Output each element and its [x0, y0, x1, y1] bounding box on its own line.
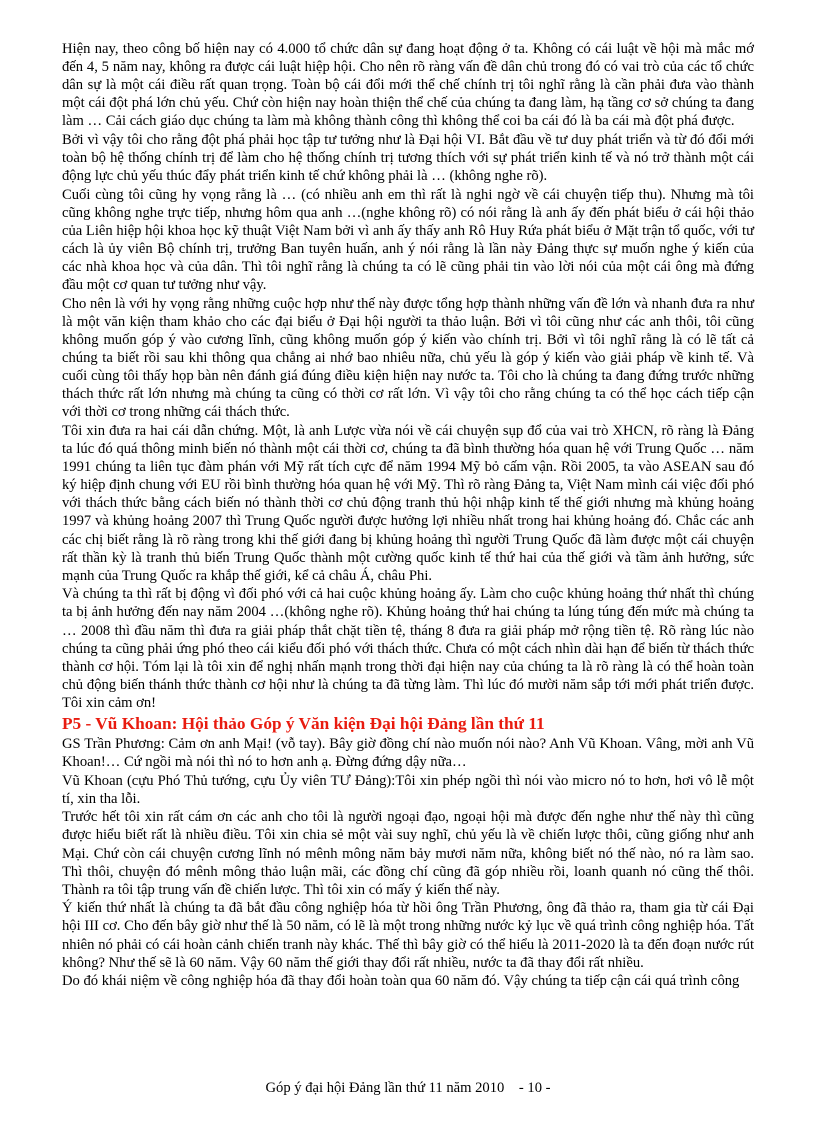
paragraph: Tôi xin đưa ra hai cái dẫn chứng. Một, là anh Lược vừa nói về cái chuyện sụp đổ của vai trò XHCN, rõ ràng là Đảng ta lúc đó quá thông minh biến nó thành một cái thời cơ, chúng ta đã bình thường hóa quan hệ với Trung Quốc … năm 1991 chúng ta liên tục đàm phán với Mỹ rất tích cực để năm 1994 Mỹ bỏ cấm vận. Rồi 2005, ta vào ASEAN sau đó ký hiệp định chung với EU rồi bình thường hóa quan hệ với Mỹ. Thì rõ ràng Đảng ta, Việt Nam mình cái việc đối phó với thách thức bằng cách biến nó thành thời cơ chủ động tranh thủ hội nhập kinh tế thế giới nhưng mà khủng hoảng 1997 và khủng hoảng 2007 thì Trung Quốc người được hưởng lợi nhiều nhất trong hai khủng hoảng đó. Chắc các anh các chị biết rằng là rõ ràng trong khi thế giới đang bị khủng hoảng thì người Trung Quốc đã làm được một cái chuyện rất thần kỳ là tranh thủ biến Trung Quốc thành một cường quốc kinh tế thứ hai của thế giới và tầm ảnh hưởng, sức mạnh của Trung Quốc ra khắp thế giới, kể cả châu Á, châu Phi. — [62, 422, 754, 584]
paragraph: Vũ Khoan (cựu Phó Thủ tướng, cựu Ủy viên TƯ Đảng):Tôi xin phép ngồi thì nói vào micro nó to hơn, hơi vô lễ một tí, xin tha lỗi. — [62, 772, 754, 807]
paragraph: Ý kiến thứ nhất là chúng ta đã bắt đầu công nghiệp hóa từ hồi ông Trần Phương, ông đã thảo ra, tham gia từ cái Đại hội III cơ. Cho đến bây giờ như thế là 50 năm, có lẽ là một trong những nước kỷ lục về quá trình công nghiệp hóa. Tất nhiên nó phải có cái hoàn cảnh chiến tranh này khác. Thế thì bây giờ có thể hiểu là 2011-2020 là ta đến đoạn nước rút không? Như thế sẽ là 60 năm. Vậy 60 năm thế giới thay đổi rất nhiều, nước ta đã thay đổi rất nhiều. — [62, 900, 754, 971]
paragraph: Cho nên là với hy vọng rằng những cuộc hợp như thế này được tổng hợp thành những vấn đề lớn và nhanh đưa ra như là một văn kiện tham khảo cho các đại biểu ở Đại hội người ta thảo luận. Bởi vì tôi cũng như các anh thôi, tôi cũng không muốn góp ý vào cương lĩnh, cũng không muốn góp ý kiến vào chính trị. Bởi vì tôi nghĩ rằng là có lẽ tất cả chúng ta biết rồi sau khi thông qua chẳng ai nhớ bao nhiêu nữa, chủ yếu là góp ý kiến vào giải pháp về kinh tế. Và cuối cùng tôi thấy họp bàn nên đánh giá đúng điều kiện hiện nay nước ta. Tôi cho là chúng ta đang đứng trước những thách thức rất lớn nhưng mà chúng ta cũng có thời cơ rất lớn. Vì vậy tôi cho rằng chúng ta có thể học cách tiếp cận với thời cơ trong những cái thách thức. — [62, 295, 754, 421]
paragraph: Hiện nay, theo công bố hiện nay có 4.000 tổ chức dân sự đang hoạt động ở ta. Không có cái luật về hội mà mắc mớ đến 4, 5 năm nay, không ra được cái luật hiệp hội. Cho nên rõ ràng vấn đề dân chủ trong đó có vai trò của các tổ chức dân sự là một cái điều rất quan trọng. Toàn bộ cái đổi mới thể chế chính trị tôi nghĩ rằng là cần phải đưa vào thành một cái đột phá lớn chủ yếu. Chứ còn hiện nay hoàn thiện thể chế của chúng ta đang làm, hạ tầng cơ sở chúng ta đang làm … Cải cách giáo dục chúng ta làm mà không thành công thì không thể coi ba cái đó là ba cái mà đột phá được. — [62, 41, 754, 130]
paragraph: Bởi vì vậy tôi cho rằng đột phá phải học tập tư tưởng như là Đại hội VI. Bắt đầu về tư duy phát triển và từ đó đổi mới toàn bộ hệ thống chính trị để làm cho hệ thống chính trị tương thích với sự phát triển kinh tế và nó trở thành một cái động lực chủ yếu thúc đẩy phát triển kinh tế chứ không phải là … (không nghe rõ). — [62, 131, 754, 185]
document-body — [62, 40, 754, 990]
paragraph: Cuối cùng tôi cũng hy vọng rằng là … (có nhiều anh em thì rất là nghi ngờ về cái chuyện tiếp thu). Nhưng mà tôi cũng không nghe trực tiếp, nhưng hôm qua anh …(nghe không rõ) có nói rằng là anh ấy đến phát biểu ở cái hội thảo của Liên hiệp hội khoa học kỹ thuật Việt Nam bởi vì anh ấy thấy anh Rô Huy Rứa phát biểu ở Mặt trận tổ quốc, với tư cách là ủy viên Bộ chính trị, trưởng Ban tuyên huấn, anh ý nói rằng là lần này Đảng thực sự muốn nghe ý kiến của các nhà khoa học và của dân. Thì tôi nghĩ rằng là chúng ta có lẽ cũng phải tin vào lời nói của một cái ông mà đứng đầu một cơ quan tư tưởng như vậy. — [62, 186, 754, 294]
page-footer: Góp ý đại hội Đảng lần thứ 11 năm 2010 - 10 - — [265, 1080, 551, 1096]
section-heading: P5 - Vũ Khoan: Hội thảo Góp ý Văn kiện Đại hội Đảng lần thứ 11 — [62, 713, 545, 733]
paragraph: Do đó khái niệm về công nghiệp hóa đã thay đổi hoàn toàn qua 60 năm đó. Vậy chúng ta tiếp cận cái quá trình công — [62, 973, 740, 990]
paragraph: Và chúng ta thì rất bị động vì đối phó với cả hai cuộc khủng hoảng ấy. Làm cho cuộc khủng hoảng thứ nhất thì chúng ta bị ảnh hưởng đến nay năm 2004 …(không nghe rõ). Khủng hoảng thứ hai chúng ta lúng túng đến mức mà chúng ta … 2008 thì đầu năm thì đưa ra giải pháp thắt chặt tiền tệ, tháng 8 đưa ra giải pháp mở rộng tiền tệ. Rõ ràng lúc nào chúng ta cũng phải ứng phó theo cái kiểu đối phó với thách thức. Chưa có một cách nhìn dài hạn để biến từ thách thức thành cơ hội. Tóm lại là tôi xin để nghị nhấn mạnh trong thời đại hiện nay của chúng ta là rõ ràng là có thể hoàn toàn chủ động biến thánh thức thành cơ hội như là chúng ta đã từng làm. Thì lúc đó mười năm sắp tới mới phát triển được. Tôi xin cảm ơn! — [62, 586, 754, 711]
paragraph: GS Trần Phương: Cảm ơn anh Mại! (vỗ tay). Bây giờ đồng chí nào muốn nói nào? Anh Vũ Khoan. Vâng, mời anh Vũ Khoan!… Cứ ngồi mà nói thì nó to hơn anh ạ. Đừng đứng dậy nữa… — [62, 735, 754, 771]
paragraph: Trước hết tôi xin rất cám ơn các anh cho tôi là người ngoại đạo, ngoại hội mà được đến nghe như thế này thì cũng được hiểu biết rất là nhiều điều. Tôi xin chia sẻ một vài suy nghĩ, chủ yếu là về chiến lược thôi, cũng giống như anh Mại. Chứ còn cái chuyện cương lĩnh nó mênh mông năm bảy mươi năm nữa, không biết nó thế nào, nó ra làm sao. Thì thôi, chuyện đó mênh mông thảo luận mãi, các đồng chí cũng đã góp nhiều rồi, loanh quanh nó cũng thế thôi. Thành ra tôi tập trung vấn đề chiến lược. Thì tôi xin có mấy ý kiến thế này. — [62, 809, 754, 898]
